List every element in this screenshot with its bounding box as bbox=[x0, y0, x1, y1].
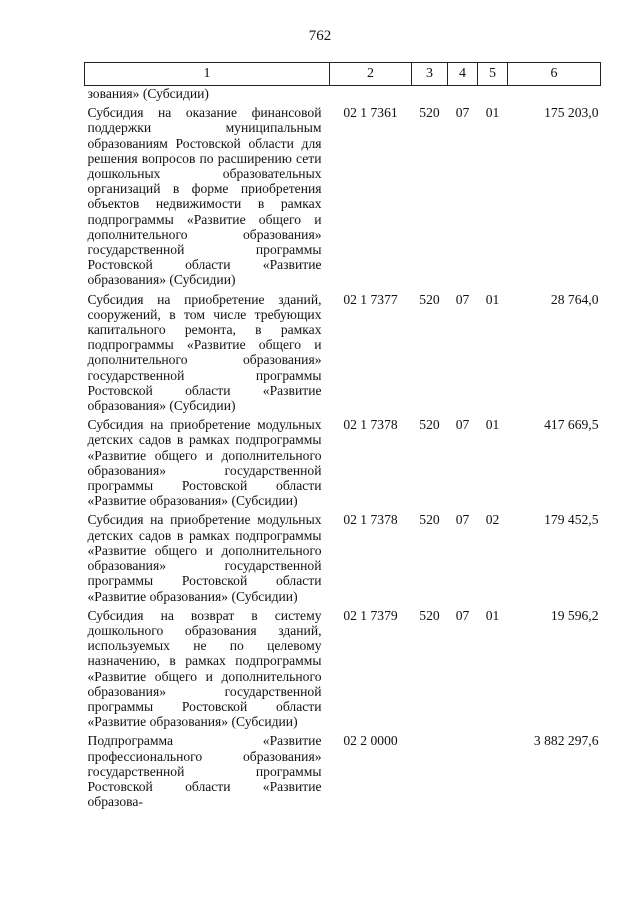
row-expense-type: 520 bbox=[419, 105, 440, 121]
row-amount: 417 669,5 bbox=[544, 417, 599, 433]
row-subsection: 01 bbox=[485, 417, 500, 433]
header-col-5: 5 bbox=[478, 63, 508, 86]
row-section: 07 bbox=[455, 291, 470, 307]
row-expense-type: 520 bbox=[419, 607, 440, 623]
row-name: Субсидия на возврат в систему дошкольного образования зданий, используемых не по целевому назначению, в рамках подпрограммы «Развитие общего и дополнительного образования» государственной программы Ростовской области «Развитие образования» (Субсидии) bbox=[87, 607, 322, 730]
budget-table bbox=[84, 62, 601, 813]
table-row bbox=[85, 105, 601, 291]
row-amount: 3 882 297,6 bbox=[533, 733, 599, 749]
row-target-code: 02 1 7361 bbox=[343, 105, 398, 121]
row-amount: 179 452,5 bbox=[544, 512, 599, 528]
header-col-2: 2 bbox=[330, 63, 412, 86]
header-col-6: 6 bbox=[508, 63, 601, 86]
table-row bbox=[85, 292, 601, 418]
row-amount: 175 203,0 bbox=[544, 105, 599, 121]
row-subsection: 01 bbox=[485, 607, 500, 623]
continuation-text: зования» (Субсидии) bbox=[87, 86, 209, 101]
page-number: 762 bbox=[308, 28, 332, 44]
row-subsection: 01 bbox=[485, 291, 500, 307]
continuation-row bbox=[85, 86, 601, 106]
row-expense-type: 520 bbox=[419, 512, 440, 528]
row-amount: 19 596,2 bbox=[550, 607, 599, 623]
row-name: Субсидия на приобретение модульных детских садов в рамках подпрограммы «Развитие общего и дополнительного образования» государственной программы Ростовской области «Развитие образования» (Субсидии) bbox=[87, 512, 322, 604]
row-expense-type bbox=[412, 733, 448, 813]
table-row bbox=[85, 512, 601, 607]
table-row bbox=[85, 608, 601, 734]
row-target-code: 02 2 0000 bbox=[343, 733, 398, 749]
header-col-4: 4 bbox=[448, 63, 478, 86]
row-expense-type: 520 bbox=[419, 417, 440, 433]
table-body bbox=[85, 86, 601, 814]
row-section: 07 bbox=[455, 417, 470, 433]
row-name: Субсидия на оказание финансовой поддержки муниципальным образованиям Ростовской области для решения вопросов по расширению сети дошкольных образовательных организаций в форме приобретения объектов недвижимости в рамках подпрограммы «Развитие общего и дополнительного образования» государственной программы Ростовской области «Развитие образования» (Субсидии) bbox=[87, 105, 322, 288]
row-subsection bbox=[478, 733, 508, 813]
row-name: Субсидия на приобретение зданий, сооружений, в том числе требующих капитального ремонта, в рамках подпрограммы «Развитие общего и дополнительного образования» государственной программы Ростовской области «Развитие образования» (Субсидии) bbox=[87, 291, 322, 414]
row-target-code: 02 1 7377 bbox=[343, 291, 398, 307]
row-amount: 28 764,0 bbox=[550, 291, 599, 307]
row-name: Субсидия на приобретение модульных детских садов в рамках подпрограммы «Развитие общего и дополнительного образования» государственной программы Ростовской области «Развитие образования» (Субсидии) bbox=[87, 417, 322, 509]
row-section: 07 bbox=[455, 607, 470, 623]
row-section bbox=[448, 733, 478, 813]
header-row bbox=[85, 63, 601, 86]
row-target-code: 02 1 7379 bbox=[343, 607, 398, 623]
row-subsection: 02 bbox=[485, 512, 500, 528]
row-section: 07 bbox=[455, 105, 470, 121]
row-target-code: 02 1 7378 bbox=[343, 512, 398, 528]
row-expense-type: 520 bbox=[419, 291, 440, 307]
header-col-1: 1 bbox=[85, 63, 330, 86]
row-name: Подпрограмма «Развитие профессионального образования» государственной программы Ростовской области «Развитие образова- bbox=[87, 733, 322, 810]
table-row bbox=[85, 733, 601, 813]
row-target-code: 02 1 7378 bbox=[343, 417, 398, 433]
header-col-3: 3 bbox=[412, 63, 448, 86]
table-row bbox=[85, 417, 601, 512]
row-subsection: 01 bbox=[485, 105, 500, 121]
row-section: 07 bbox=[455, 512, 470, 528]
table-header bbox=[85, 63, 601, 86]
